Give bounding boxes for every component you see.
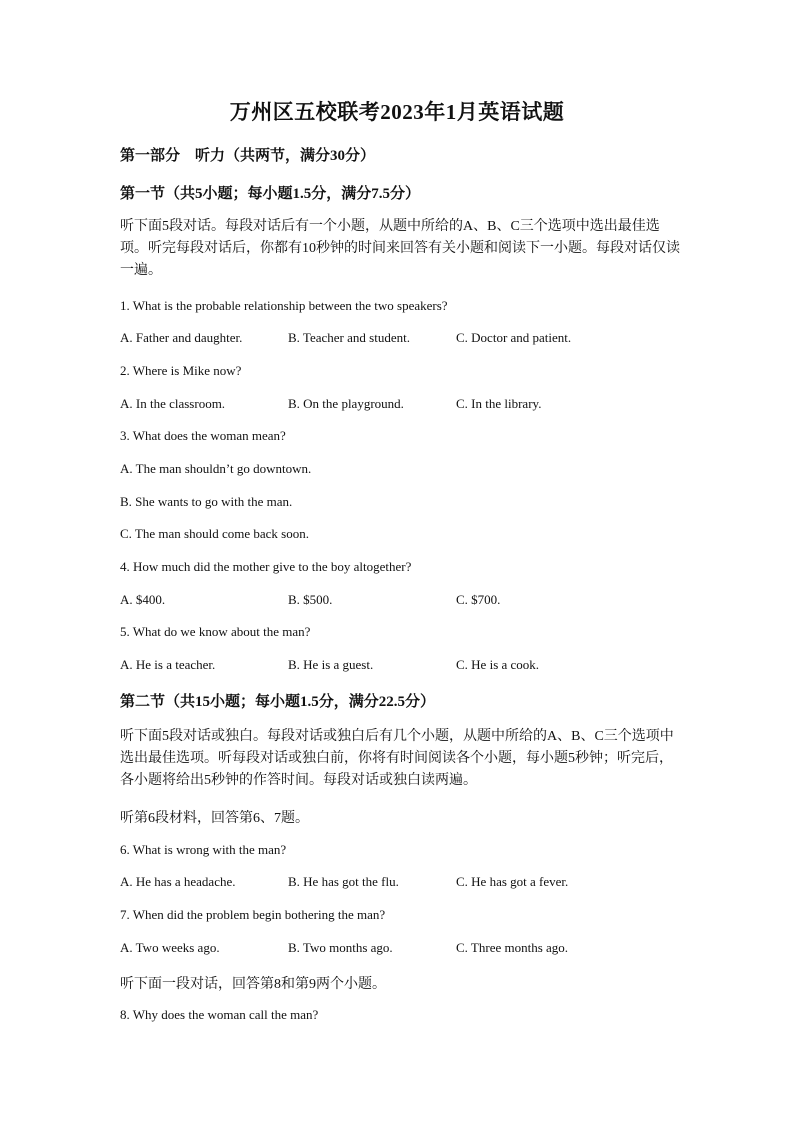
question-2-option-a: A. In the classroom. (120, 396, 226, 411)
question-5-option-a: A. He is a teacher. (120, 657, 216, 672)
question-6-option-c: C. He has got a fever. (456, 874, 569, 889)
question-4-option-c: C. $700. (456, 592, 501, 607)
question-3-option-b: B. She wants to go with the man. (120, 494, 293, 509)
question-5-stem: 5. What do we know about the man? (120, 624, 311, 639)
question-4-option-a: A. $400. (120, 592, 166, 607)
section2-instructions: 听下面5段对话或独白。每段对话或独白后有几个小题，从题中所给的A、B、C三个选项中选出最佳选项。听每段对话或独白前，你将有时间阅读各个小题，每小题5秒钟；听完后，各小题将给出5秒钟的作答时间。每段对话或独白读两遍。 (120, 729, 674, 788)
question-3-option-c: C. The man should come back soon. (120, 526, 309, 541)
material-6-instruction: 听第6段材料，回答第6、7题。 (120, 811, 309, 826)
question-4-stem: 4. How much did the mother give to the boy altogether? (120, 559, 412, 574)
question-7-option-b: B. Two months ago. (288, 940, 393, 955)
question-2-option-b: B. On the playground. (288, 396, 404, 411)
question-2-option-c: C. In the library. (456, 396, 542, 411)
question-1-option-c: C. Doctor and patient. (456, 330, 572, 345)
exam-title: 万州区五校联考2023年1月英语试题 (229, 100, 565, 124)
question-6-option-a: A. He has a headache. (120, 874, 236, 889)
section1-instructions: 听下面5段对话。每段对话后有一个小题，从题中所给的A、B、C三个选项中选出最佳选项。听完每段对话后，你都有10秒钟的时间来回答有关小题和阅读下一小题。每段对话仅读一遍。 (120, 219, 680, 278)
question-1-option-a: A. Father and daughter. (120, 330, 243, 345)
question-1-stem: 1. What is the probable relationship between the two speakers? (120, 298, 448, 313)
question-3-stem: 3. What does the woman mean? (120, 428, 286, 443)
material-next-instruction: 听下面一段对话，回答第8和第9两个小题。 (120, 977, 386, 992)
question-7-option-a: A. Two weeks ago. (120, 940, 220, 955)
question-7-option-c: C. Three months ago. (456, 940, 569, 955)
part1-heading: 第一部分 听力（共两节，满分30分） (120, 148, 376, 164)
question-7-stem: 7. When did the problem begin bothering the man? (120, 907, 386, 922)
question-6-option-b: B. He has got the flu. (288, 874, 399, 889)
question-2-stem: 2. Where is Mike now? (120, 363, 242, 378)
question-3-option-a: A. The man shouldn’t go downtown. (120, 461, 312, 476)
question-5-option-c: C. He is a cook. (456, 657, 540, 672)
question-1-option-b: B. Teacher and student. (288, 330, 410, 345)
section2-heading: 第二节（共15小题；每小题1.5分，满分22.5分） (120, 694, 436, 710)
question-4-option-b: B. $500. (288, 592, 333, 607)
question-6-stem: 6. What is wrong with the man? (120, 842, 287, 857)
question-5-option-b: B. He is a guest. (288, 657, 374, 672)
section1-heading: 第一节（共5小题；每小题1.5分，满分7.5分） (120, 186, 421, 202)
question-8-stem: 8. Why does the woman call the man? (120, 1007, 319, 1022)
